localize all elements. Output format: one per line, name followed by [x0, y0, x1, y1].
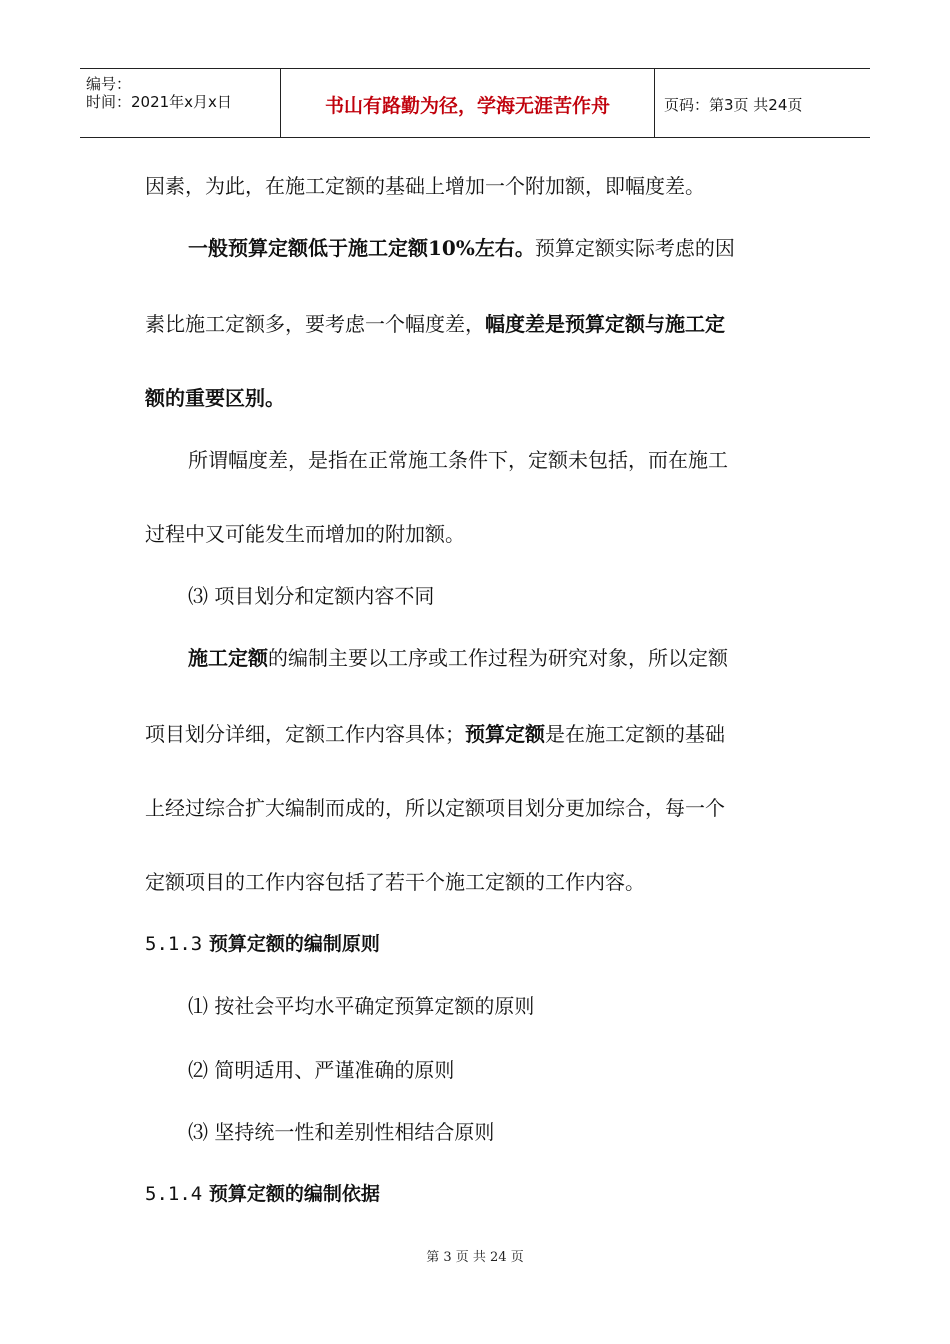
plain-text: 项目划分详细，定额工作内容具体；: [145, 722, 465, 746]
bold-text: 施工定额: [188, 646, 268, 670]
paragraph-line: 过程中又可能发生而增加的附加额。: [145, 522, 465, 546]
header-motto: 书山有路勤为径，学海无涯苦作舟: [324, 95, 610, 117]
bold-text: 幅度差是预算定额与施工定: [485, 312, 725, 336]
section-title: 预算定额的编制原则: [208, 933, 380, 955]
header-center-cell: [280, 69, 655, 137]
section-title: 预算定额的编制依据: [208, 1183, 380, 1205]
plain-text: 是在施工定额的基础: [545, 722, 725, 746]
list-item: ⑵ 简明适用、严谨准确的原则: [188, 1058, 455, 1082]
document-time-label: 时间：2021年x月x日: [86, 93, 232, 111]
paragraph-line: 上经过综合扩大编制而成的，所以定额项目划分更加综合，每一个: [145, 796, 725, 820]
paragraph-line: 额的重要区别。: [145, 386, 285, 410]
bold-text: 一般预算定额低于施工定额10%左右。: [188, 236, 535, 260]
section-number: 5.1.3: [145, 933, 203, 955]
list-item: ⑶ 坚持统一性和差别性相结合原则: [188, 1120, 495, 1144]
bold-text: 预算定额: [465, 722, 545, 746]
page-footer: 第 3 页 共 24 页: [426, 1250, 524, 1265]
paragraph-line: 所谓幅度差，是指在正常施工条件下，定额未包括，而在施工: [188, 448, 728, 472]
plain-text: 的编制主要以工序或工作过程为研究对象，所以定额: [268, 646, 728, 670]
section-heading: [145, 1182, 380, 1206]
plain-text: 素比施工定额多，要考虑一个幅度差，: [145, 312, 485, 336]
list-item: ⑶ 项目划分和定额内容不同: [188, 584, 435, 608]
paragraph-line: [145, 722, 725, 746]
header-page-label: 页码：第3页 共24页: [664, 96, 803, 114]
paragraph-line: [188, 646, 728, 670]
section-number: 5.1.4: [145, 1183, 203, 1205]
paragraph-line: 因素，为此，在施工定额的基础上增加一个附加额，即幅度差。: [145, 174, 705, 198]
paragraph-line: [188, 236, 735, 260]
plain-text: 预算定额实际考虑的因: [534, 236, 735, 260]
paragraph-line: 定额项目的工作内容包括了若干个施工定额的工作内容。: [145, 870, 645, 894]
section-heading: [145, 932, 380, 956]
header-right-cell: [654, 69, 870, 137]
document-number-label: 编号：: [86, 75, 132, 93]
header-left-cell: [80, 69, 280, 137]
header-table: [80, 68, 870, 138]
paragraph-line: [145, 312, 725, 336]
list-item: ⑴ 按社会平均水平确定预算定额的原则: [188, 994, 535, 1018]
